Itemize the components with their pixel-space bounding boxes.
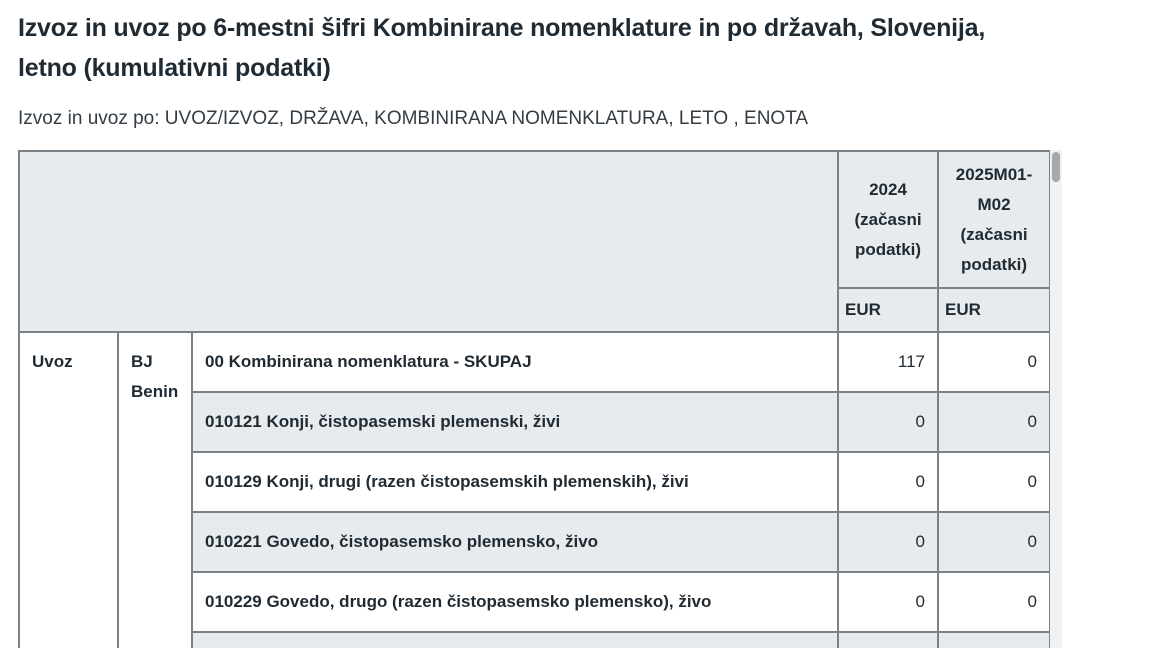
page-title: Izvoz in uvoz po 6-mestni šifri Kombinirane nomenklature in po državah, Slovenija, letno (kumulativni podatki) <box>18 14 986 82</box>
value-cell: 0 <box>938 452 1050 512</box>
value-cell: 0 <box>938 392 1050 452</box>
table-corner-header <box>20 152 838 332</box>
value-cell: 0 <box>838 512 938 572</box>
data-table <box>20 152 1050 648</box>
vertical-scrollbar[interactable] <box>1050 150 1062 648</box>
column-header-unit: EUR <box>938 288 1050 332</box>
value-cell: 0 <box>938 512 1050 572</box>
table-row <box>20 332 1050 392</box>
value-cell <box>938 632 1050 648</box>
row-label: 010229 Govedo, drugo (razen čistopasemsko plemensko), živo <box>192 572 838 632</box>
value-cell: 0 <box>938 572 1050 632</box>
value-cell <box>838 632 938 648</box>
row-header-flow: Uvoz <box>20 332 118 648</box>
value-cell: 0 <box>838 572 938 632</box>
row-label <box>192 632 838 648</box>
column-header-year: 2024 (začasni podatki) <box>838 152 938 288</box>
value-cell: 0 <box>838 452 938 512</box>
row-label: 010129 Konji, drugi (razen čistopasemskih plemenskih), živi <box>192 452 838 512</box>
value-cell: 117 <box>838 332 938 392</box>
row-header-country: BJ Benin <box>118 332 192 648</box>
row-label: 010121 Konji, čistopasemski plemenski, živi <box>192 392 838 452</box>
value-cell: 0 <box>938 332 1050 392</box>
row-label: 010221 Govedo, čistopasemsko plemensko, živo <box>192 512 838 572</box>
data-table-container[interactable] <box>18 150 1050 648</box>
column-header-year: 2025M01-M02 (začasni podatki) <box>938 152 1050 288</box>
scrollbar-thumb[interactable] <box>1052 152 1060 182</box>
column-header-unit: EUR <box>838 288 938 332</box>
value-cell: 0 <box>838 392 938 452</box>
row-label: 00 Kombinirana nomenklatura - SKUPAJ <box>192 332 838 392</box>
table-subtitle: Izvoz in uvoz po: UVOZ/IZVOZ, DRŽAVA, KOMBINIRANA NOMENKLATURA, LETO , ENOTA <box>18 108 809 129</box>
